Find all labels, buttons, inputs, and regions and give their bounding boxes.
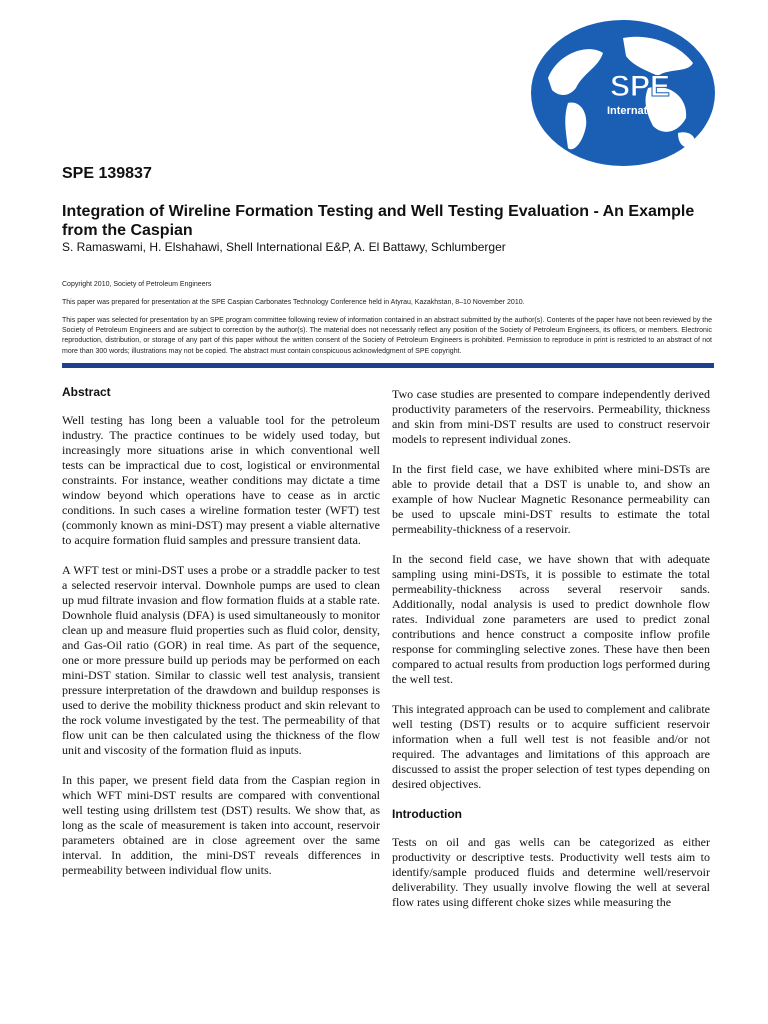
spe-logo [528, 18, 718, 168]
copyright-notice: Copyright 2010, Society of Petroleum Engineers [62, 281, 212, 288]
left-column [62, 380, 380, 893]
globe-icon [528, 18, 718, 168]
abstract-paragraph-5: In the first field case, we have exhibited where mini-DSTs are able to provide detail that a DST is unable to, and show an example of how Nuclear Magnetic Resonance permeability can be used to upscale mini-DST results to estimate the total permeability-thickness of a reservoir. [392, 462, 710, 536]
paper-title: Integration of Wireline Formation Testing and Well Testing Evaluation - An Example from the Caspian [62, 203, 695, 239]
abstract-paragraph-4: Two case studies are presented to compare independently derived productivity parameters of the reservoirs. Permeability, thickness and skin from mini-DST results are used to construct reservoir models to represent individual zones. [392, 387, 710, 446]
logo-text-sub: International [606, 105, 674, 117]
paper-number: SPE 139837 [62, 165, 152, 182]
introduction-heading: Introduction [392, 807, 462, 821]
introduction-paragraph-1: Tests on oil and gas wells can be categorized as either productivity or descriptive tests. Productivity well tests aim to identify/sample produced fluids and determine well/reservoir deliverability. They usually involve flowing the well at several flow rates using different choke sizes while measuring the [392, 835, 710, 909]
abstract-paragraph-7: This integrated approach can be used to complement and calibrate well testing (DST) results or to acquire sufficient reservoir information when a full well test is not feasible and/or not required. The advantages and limitations of this approach are discussed to assist the proper selection of test types depending on desired objectives. [392, 702, 710, 791]
abstract-paragraph-1: Well testing has long been a valuable tool for the petroleum industry. The practice continues to be widely used today, but increasingly more situations arise in which conventional well tests can be impractical due to cost, logistical or environmental constraints. For instance, weather conditions may dictate a time window beyond which operations have to cease as in arctic conditions. In such cases a wireline formation tester (WFT) test (commonly known as mini-DST) may present a viable alternative to acquire formation fluid samples and pressure transient data. [62, 413, 380, 547]
right-column [392, 387, 710, 925]
abstract-paragraph-3: In this paper, we present field data from the Caspian region in which WFT mini-DST results are compared with conventional well testing using drillstem test (DST) results. We show that, as long as the scale of measurement is taken into account, reservoir parameters obtained are in close agreement over the same interval. In addition, the mini-DST reveals differences in permeability between individual flow units. [62, 773, 380, 877]
abstract-paragraph-6: In the second field case, we have shown that with adequate sampling using mini-DSTs, it is possible to estimate the total permeability-thickness across several reservoir sands. Additionally, nodal analysis is used to predict downhole flow rates. Individual zone parameters are used to predict zonal contributions and hence construct a composite inflow profile response for commingling selective zones. These have then been compared to actual results from production logs performed during the well test. [392, 552, 710, 686]
review-notice: This paper was selected for presentation by an SPE program committee following review of information contained in an abstract submitted by the author(s). Contents of the paper have not been reviewed by the Society of Petroleum Engineers and are subject to correction by the author(s). The material does not necessarily reflect any position of the Society of Petroleum Engineers, its officers, or members. Electronic reproduction, distribution, or storage of any part of this paper without the written consent of the Society of Petroleum Engineers is prohibited. Permission to reproduce in print is restricted to an abstract of not more than 300 words; illustrations may not be copied. The abstract must contain conspicuous acknowledgment of SPE copyright. [62, 317, 712, 355]
abstract-paragraph-2: A WFT test or mini-DST uses a probe or a straddle packer to test a selected reservoir interval. Downhole pumps are used to clean up mud filtrate invasion and flow formation fluids at a stable rate. Downhole fluid analysis (DFA) is used simultaneously to monitor clean up and measure fluid properties such as fluid color, density, and Gas-Oil ratio (GOR) in real time. As part of the sequence, one or more pressure build up periods may be performed on each mini-DST station. Similar to classic well test analysis, transient pressure interpretation of the drawdown and buildup responses is used to derive the mobility thickness product and skin relevant to the rock volume investigated by the test. The permeability of that flow unit can be then calculated using the thickness of the flow unit and viscosity of the formation fluid as inputs. [62, 563, 380, 757]
conference-notice: This paper was prepared for presentation at the SPE Caspian Carbonates Technology Conference held in Atyrau, Kazakhstan, 8–10 November 2010. [62, 299, 525, 306]
header-rule [62, 363, 714, 368]
logo-text-main: SPE [609, 70, 671, 103]
abstract-heading: Abstract [62, 385, 111, 399]
authors: S. Ramaswami, H. Elshahawi, Shell International E&P, A. El Battawy, Schlumberger [62, 240, 506, 254]
